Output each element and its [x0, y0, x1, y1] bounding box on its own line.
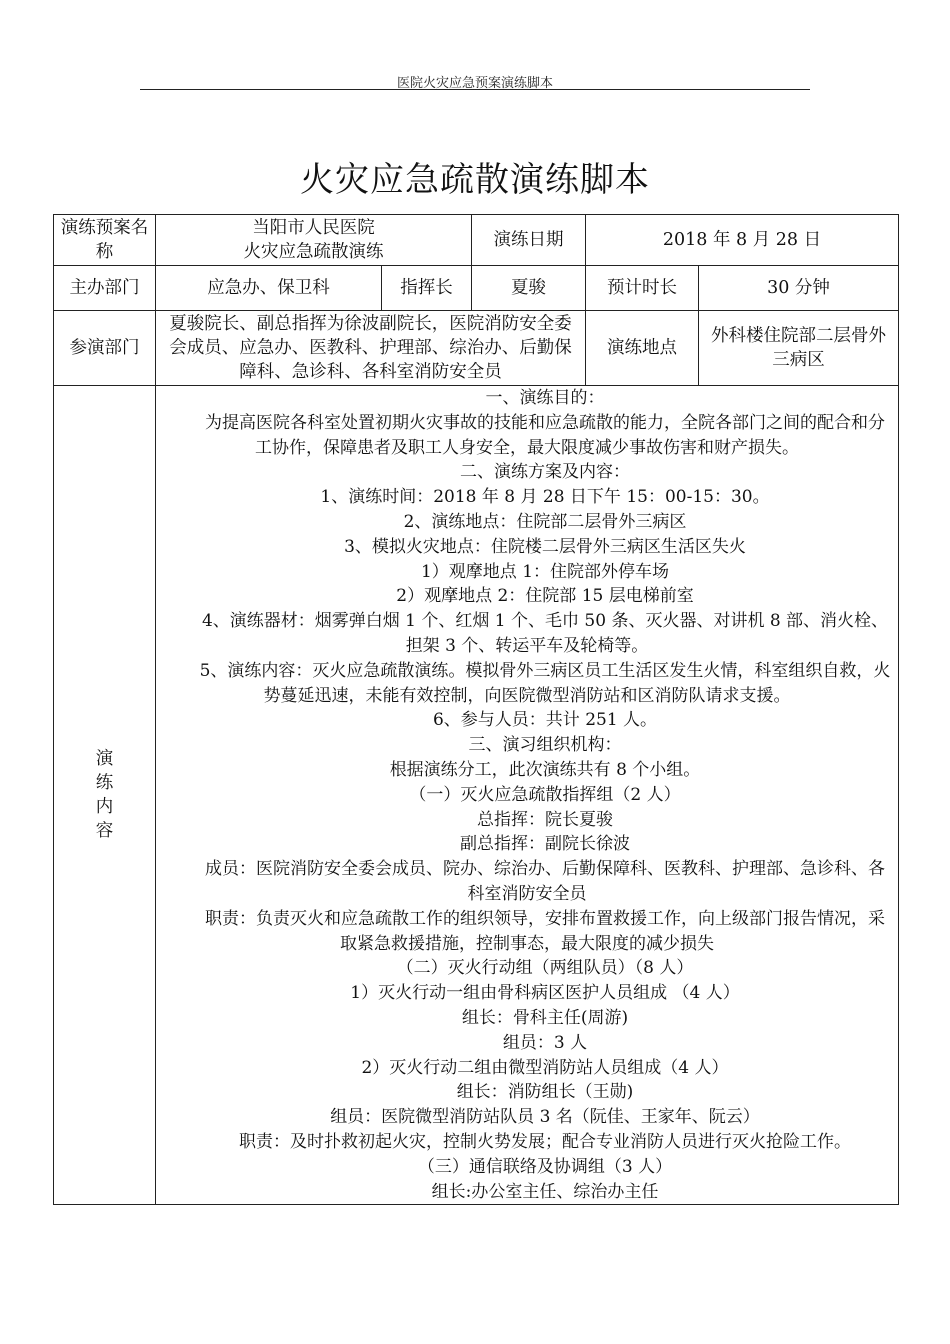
commander-value: 夏骏 [472, 266, 586, 311]
content-paragraph: 总指挥：院长夏骏 [477, 809, 613, 830]
location-label: 演练地点 [586, 311, 699, 386]
content-paragraph: 组长：消防组长（王勋) [456, 1082, 634, 1103]
header-rule [140, 89, 810, 90]
duration-label: 预计时长 [586, 266, 699, 311]
section-heading: 二、演练方案及内容： [460, 462, 630, 483]
content-paragraph: 4、演练器材：烟雾弹白烟 1 个、红烟 1 个、毛巾 50 条、灭火器、对讲机 8 部、消火栓、担架 3 个、转运平车及轮椅等。 [201, 611, 889, 656]
content-paragraph: 组员：医院微型消防站队员 3 名（阮佳、王家年、阮云） [330, 1107, 760, 1128]
table-row [54, 386, 899, 1205]
date-value: 2018 年 8 月 28 日 [586, 215, 899, 266]
participants-label: 参演部门 [54, 311, 156, 386]
group-heading: （二）灭火行动组（两组队员）（8 人） [396, 958, 694, 979]
content-paragraph: 3、模拟火灾地点：住院楼二层骨外三病区生活区失火 [344, 536, 746, 557]
table-row [54, 266, 899, 311]
content-paragraph: 成员：医院消防安全委会成员、院办、综治办、后勤保障科、医教科、护理部、急诊科、各科室消防安全员 [205, 859, 885, 904]
table-row [54, 215, 899, 266]
duration-value: 30 分钟 [699, 266, 899, 311]
content-label-char: 容 [95, 821, 114, 842]
group-heading: （三）通信联络及协调组（3 人） [417, 1156, 673, 1177]
content-paragraph: 副总指挥：副院长徐波 [460, 834, 630, 855]
content-paragraph: 6、参与人员：共计 251 人。 [432, 710, 658, 731]
content-paragraph: 根据演练分工，此次演练共有 8 个小组。 [389, 759, 701, 780]
content-label [54, 386, 156, 1205]
content-paragraph: 组长:办公室主任、综治办主任 [431, 1181, 659, 1202]
date-label: 演练日期 [472, 215, 586, 266]
drill-content [156, 386, 899, 1205]
content-paragraph: 2）灭火行动二组由微型消防站人员组成（4 人） [361, 1057, 729, 1078]
host-dept-label: 主办部门 [54, 266, 156, 311]
table-row [54, 311, 899, 386]
content-paragraph: 职责：及时扑救初起火灾，控制火势发展；配合专业消防人员进行灭火抢险工作。 [239, 1131, 851, 1152]
content-paragraph: 1、演练时间：2018 年 8 月 28 日下午 15：00-15：30。 [320, 487, 770, 508]
group-heading: （一）灭火应急疏散指挥组（2 人） [409, 784, 681, 805]
document-title: 火灾应急疏散演练脚本 [300, 160, 650, 200]
commander-label: 指挥长 [382, 266, 472, 311]
host-dept-value: 应急办、保卫科 [156, 266, 382, 311]
content-paragraph: 组员：3 人 [502, 1032, 588, 1053]
content-paragraph: 2、演练地点：住院部二层骨外三病区 [403, 511, 687, 532]
content-label-char: 练 [95, 773, 114, 794]
running-header: 医院火灾应急预案演练脚本 [396, 76, 553, 91]
content-paragraph: 为提高医院各科室处置初期火灾事故的技能和应急疏散的能力，全院各部门之间的配合和分工协作，保障患者及职工人身安全，最大限度减少事故伤害和财产损失。 [205, 412, 885, 458]
location-value: 外科楼住院部二层骨外三病区 [699, 311, 899, 386]
content-paragraph: 1）灭火行动一组由骨科病区医护人员组成 （4 人） [350, 983, 740, 1004]
participants-value: 夏骏院长、副总指挥为徐波副院长，医院消防安全委会成员、应急办、医教科、护理部、综治办、后勤保障科、急诊科、各科室消防安全员 [156, 311, 586, 386]
content-paragraph: 职责：负责灭火和应急疏散工作的组织领导，安排布置救援工作，向上级部门报告情况，采取紧急救援措施，控制事态，最大限度的减少损失 [205, 908, 885, 954]
section-heading: 一、演练目的： [485, 388, 605, 408]
plan-name-value [156, 215, 472, 266]
content-label-char: 演 [95, 749, 114, 770]
content-paragraph: 组长：骨科主任(周游) [461, 1007, 629, 1028]
plan-name-label: 演练预案名称 [54, 215, 156, 266]
drill-info-table [53, 214, 899, 1205]
plan-name-line: 当阳市人民医院 [252, 218, 375, 238]
plan-name-line: 火灾应急疏散演练 [243, 242, 384, 262]
content-label-char: 内 [95, 797, 114, 818]
content-paragraph: 2）观摩地点 2：住院部 15 层电梯前室 [396, 586, 694, 607]
content-paragraph: 1）观摩地点 1：住院部外停车场 [420, 561, 670, 582]
section-heading: 三、演习组织机构： [468, 735, 622, 756]
content-paragraph: 5、演练内容：灭火应急疏散演练。模拟骨外三病区员工生活区发生火情，科室组织自救，火势蔓延迅速，未能有效控制，向医院微型消防站和区消防队请求支援。 [199, 660, 891, 706]
